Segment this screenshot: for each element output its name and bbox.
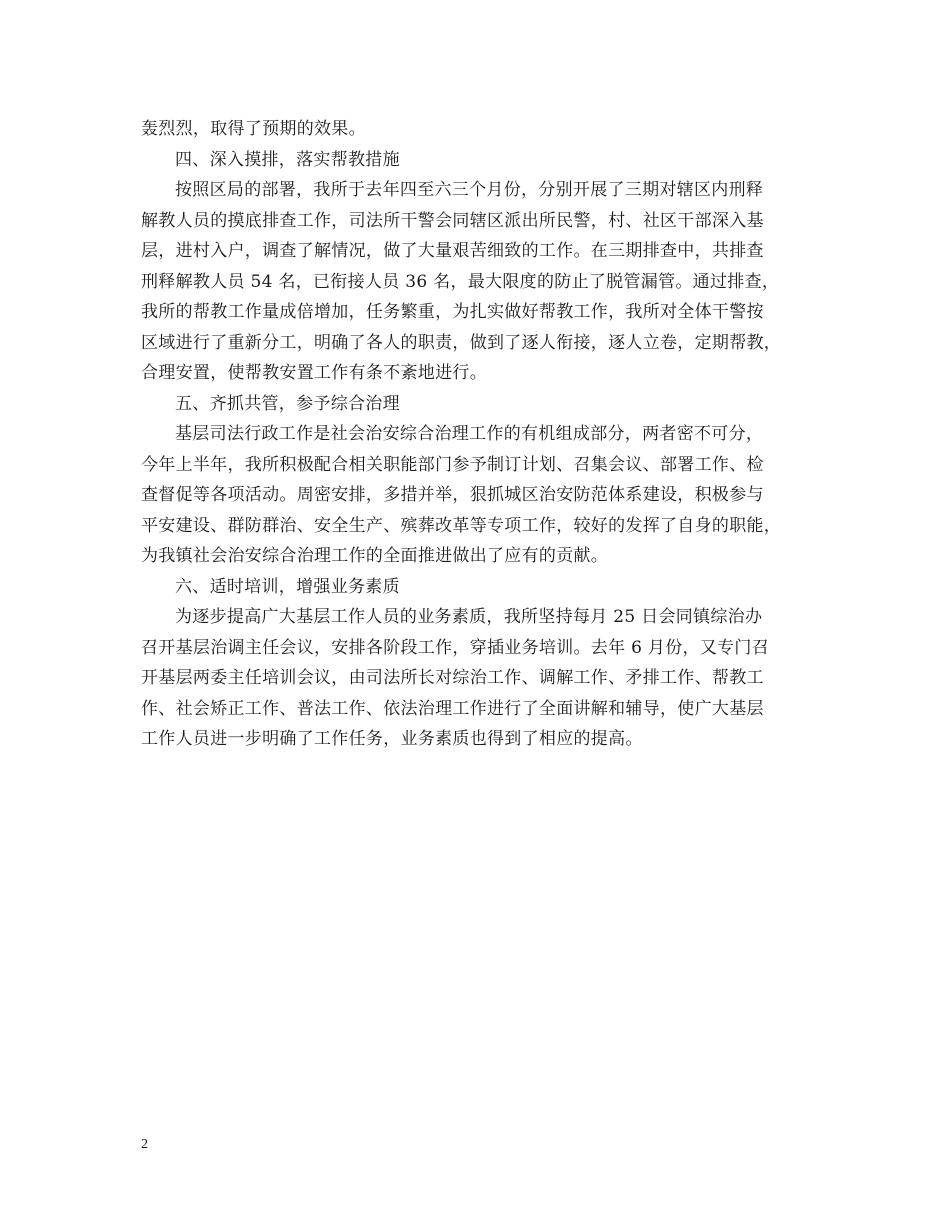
section-heading-4: 四、深入摸排，落实帮教措施 — [175, 149, 400, 170]
body-text-line: 作、社会矫正工作、普法工作、依法治理工作进行了全面讲解和辅导，使广大基层 — [141, 698, 764, 719]
body-text-line: 工作人员进一步明确了工作任务，业务素质也得到了相应的提高。 — [141, 729, 643, 749]
body-text-line: 开基层两委主任培训会议，由司法所长对综治工作、调解工作、矛排工作、帮教工 — [141, 668, 764, 688]
body-text-line: 刑释解教人员 54 名，已衔接人员 36 名，最大限度的防止了脱管漏管。通过排查， — [141, 271, 780, 292]
section-heading-5: 五、齐抓共管，参予综合治理 — [175, 393, 400, 414]
body-text-line: 查督促等各项活动。周密安排，多措并举，狠抓城区治安防范体系建设，积极参与 — [141, 485, 764, 505]
paragraph-first-line: 基层司法行政工作是社会治安综合治理工作的有机组成部分，两者密不可分， — [175, 424, 764, 444]
body-text-line: 我所的帮教工作量成倍增加，任务繁重，为扎实做好帮教工作，我所对全体干警按 — [141, 302, 764, 322]
body-text-line: 为我镇社会治安综合治理工作的全面推进做出了应有的贡献。 — [141, 546, 609, 566]
document-body — [141, 114, 831, 755]
body-text-line: 解教人员的摸底排查工作，司法所干警会同辖区派出所民警，村、社区干部深入基 — [141, 210, 764, 231]
body-text-line: 区域进行了重新分工，明确了各人的职责，做到了逐人衔接，逐人立卷，定期帮教， — [141, 332, 782, 353]
body-text-line: 层，进村入户，调查了解情况，做了大量艰苦细致的工作。在三期排查中，共排查 — [141, 241, 764, 261]
body-text-line: 平安建设、群防群治、安全生产、殡葬改革等专项工作，较好的发挥了自身的职能， — [141, 515, 782, 536]
body-text-line: 合理安置，使帮教安置工作有条不紊地进行。 — [141, 363, 487, 383]
body-text-line: 轰烈烈，取得了预期的效果。 — [141, 119, 366, 139]
section-heading-6: 六、适时培训，增强业务素质 — [175, 576, 400, 597]
body-text-line: 今年上半年，我所积极配合相关职能部门参予制订计划、召集会议、部署工作、检 — [141, 454, 764, 475]
paragraph-first-line: 为逐步提高广大基层工作人员的业务素质，我所坚持每月 25 日会同镇综治办 — [175, 607, 763, 627]
page-number: 2 — [141, 1137, 148, 1152]
body-text-line: 召开基层治调主任会议，安排各阶段工作，穿插业务培训。去年 6 月份，又专门召 — [141, 637, 770, 658]
paragraph-first-line: 按照区局的部署，我所于去年四至六三个月份，分别开展了三期对辖区内刑释 — [175, 180, 764, 200]
